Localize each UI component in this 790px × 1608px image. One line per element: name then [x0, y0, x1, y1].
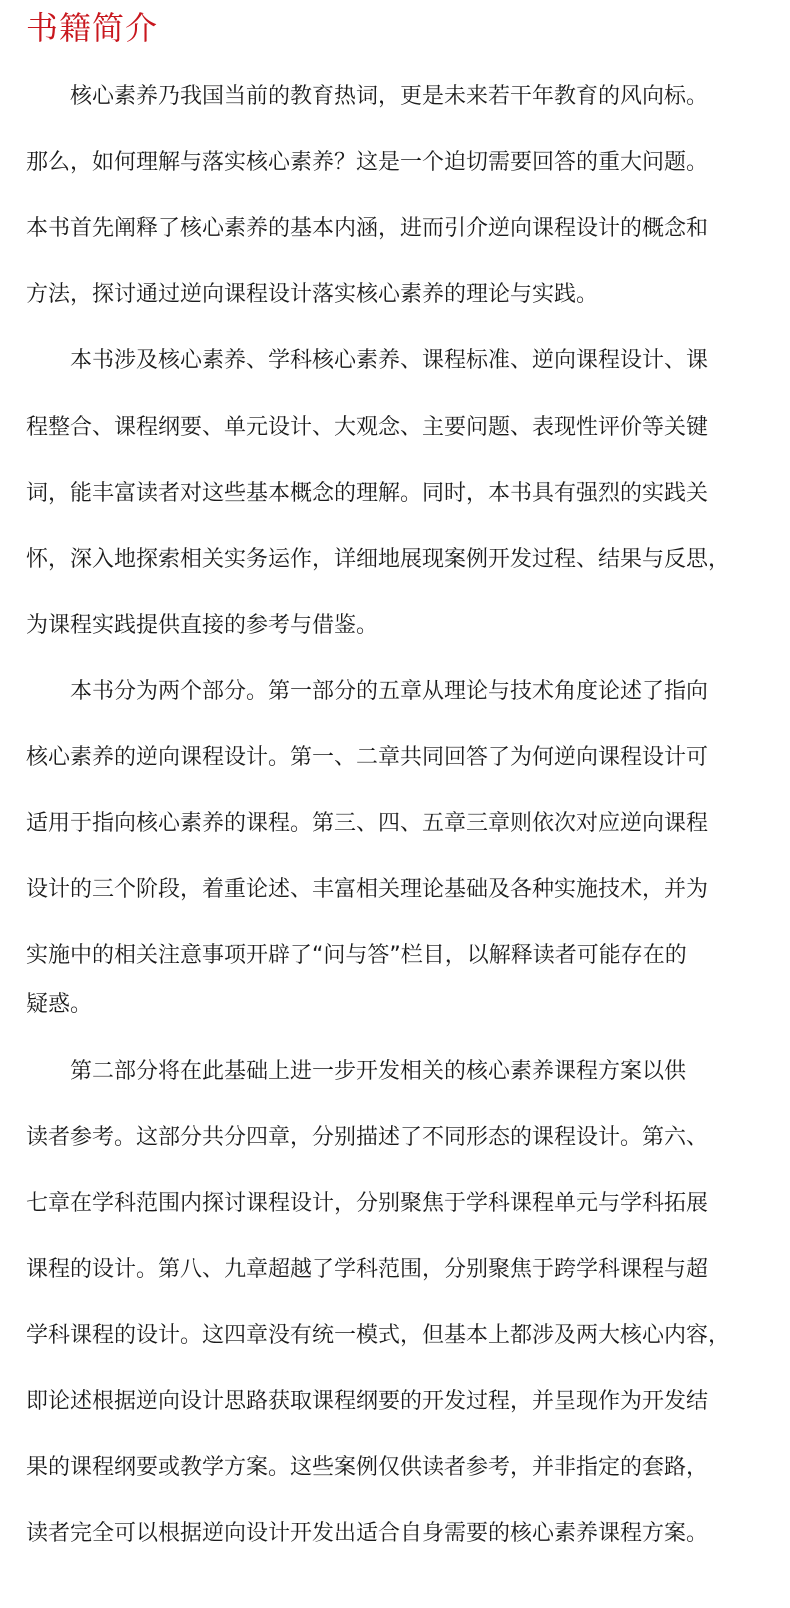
- paragraph-4-line-6: 即论述根据逆向设计思路获取课程纲要的开发过程，并呈现作为开发结: [26, 1389, 709, 1414]
- paragraph-2-line-4: 怀，深入地探索相关实务运作，详细地展现案例开发过程、结果与反思，: [26, 547, 731, 572]
- paragraph-4-line-4: 课程的设计。第八、九章超越了学科范围，分别聚焦于跨学科课程与超: [26, 1257, 709, 1282]
- paragraph-3-line-4: 设计的三个阶段，着重论述、丰富相关理论基础及各种实施技术，并为: [26, 877, 709, 902]
- paragraph-2-line-5: 为课程实践提供直接的参考与借鉴。: [26, 613, 379, 638]
- paragraph-3-line-1: 本书分为两个部分。第一部分的五章从理论与技术角度论述了指向: [70, 679, 709, 704]
- paragraph-2-line-2: 程整合、课程纲要、单元设计、大观念、主要问题、表现性评价等关键: [26, 415, 709, 440]
- paragraph-4-line-7: 果的课程纲要或教学方案。这些案例仅供读者参考，并非指定的套路，: [26, 1455, 709, 1480]
- paragraph-1-line-1: 核心素养乃我国当前的教育热词，更是未来若干年教育的风向标。: [70, 84, 709, 109]
- paragraph-2-line-1: 本书涉及核心素养、学科核心素养、课程标准、逆向课程设计、课: [70, 348, 709, 373]
- page-title: 书籍简介: [26, 9, 159, 47]
- paragraph-1-line-4: 方法，探讨通过逆向课程设计落实核心素养的理论与实践。: [26, 282, 599, 307]
- paragraph-3-line-6: 疑惑。: [26, 992, 93, 1017]
- paragraph-3-line-5: 实施中的相关注意事项开辟了“问与答”栏目，以解释读者可能存在的: [26, 943, 687, 968]
- paragraph-4-line-5: 学科课程的设计。这四章没有统一模式，但基本上都涉及两大核心内容，: [26, 1323, 731, 1348]
- paragraph-1-line-3: 本书首先阐释了核心素养的基本内涵，进而引介逆向课程设计的概念和: [26, 216, 709, 241]
- paragraph-2-line-3: 词，能丰富读者对这些基本概念的理解。同时，本书具有强烈的实践关: [26, 481, 709, 506]
- paragraph-3-line-3: 适用于指向核心素养的课程。第三、四、五章三章则依次对应逆向课程: [26, 811, 709, 836]
- paragraph-4-line-2: 读者参考。这部分共分四章，分别描述了不同形态的课程设计。第六、: [26, 1125, 709, 1150]
- paragraph-1-line-2: 那么，如何理解与落实核心素养？这是一个迫切需要回答的重大问题。: [26, 150, 709, 175]
- paragraph-4-line-1: 第二部分将在此基础上进一步开发相关的核心素养课程方案以供: [70, 1059, 687, 1084]
- paragraph-3-line-2: 核心素养的逆向课程设计。第一、二章共同回答了为何逆向课程设计可: [26, 745, 709, 770]
- paragraph-4-line-3: 七章在学科范围内探讨课程设计，分别聚焦于学科课程单元与学科拓展: [26, 1191, 709, 1216]
- paragraph-4-line-8: 读者完全可以根据逆向设计开发出适合自身需要的核心素养课程方案。: [26, 1521, 709, 1546]
